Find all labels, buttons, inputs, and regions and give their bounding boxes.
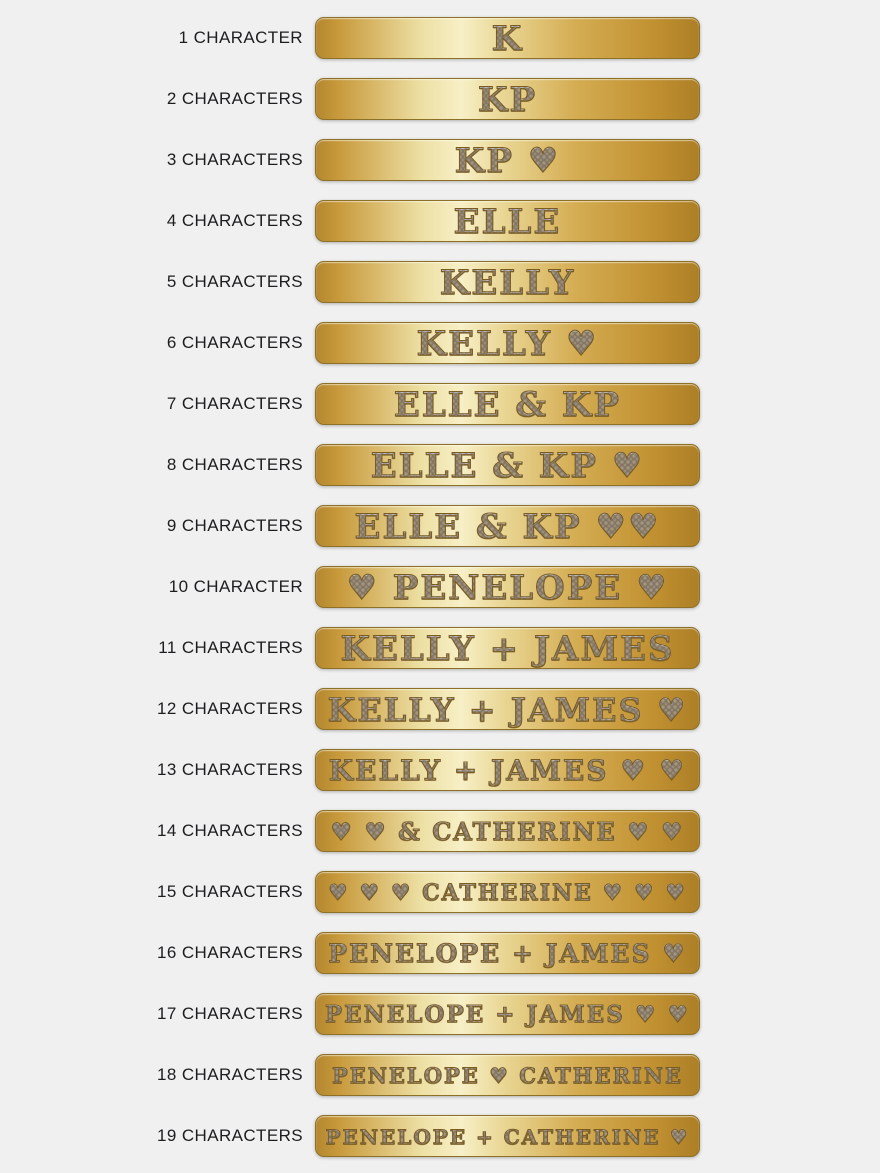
character-count-label: 1 CHARACTER: [178, 27, 303, 47]
engraving-preview-text: PENELOPE + JAMES ♥ ♥: [321, 1001, 694, 1026]
gold-bar: [315, 871, 700, 913]
character-count-row: [0, 556, 880, 617]
gold-bar: [315, 322, 700, 364]
gold-bar: [315, 1115, 700, 1157]
gold-bar: [315, 17, 700, 59]
character-count-row: [0, 190, 880, 251]
engraving-preview-text: KELLY + JAMES: [336, 630, 678, 666]
character-count-row: [0, 617, 880, 678]
gold-bar: [315, 139, 700, 181]
character-count-row: [0, 800, 880, 861]
character-count-label: 15 CHARACTERS: [157, 881, 303, 901]
engraving-preview-text: ELLE & KP: [390, 386, 625, 422]
character-count-row: [0, 251, 880, 312]
engraving-preview-text: KELLY ♥: [413, 325, 603, 361]
character-count-label: 2 CHARACTERS: [166, 88, 303, 108]
engraving-preview-text: KP: [474, 81, 541, 117]
engraving-preview-text: KP ♥: [451, 142, 564, 178]
gold-bar: [315, 200, 700, 242]
character-count-row: [0, 495, 880, 556]
character-count-row: [0, 68, 880, 129]
engraving-preview-text: ♥ ♥ & CATHERINE ♥ ♥: [326, 818, 688, 844]
character-count-label: 14 CHARACTERS: [157, 820, 303, 840]
gold-bar: [315, 505, 700, 547]
engraving-preview-text: ♥ PENELOPE ♥: [342, 569, 672, 605]
character-count-row: [0, 922, 880, 983]
engraving-preview-text: PENELOPE + JAMES ♥: [324, 939, 690, 966]
engraving-preview-text: KELLY + JAMES ♥ ♥: [325, 755, 690, 785]
character-count-row: [0, 1044, 880, 1105]
engraving-preview-text: K: [488, 20, 528, 56]
engraving-preview-text: KELLY + JAMES ♥: [324, 692, 692, 726]
engraving-preview-text: ELLE & KP ♥♥: [351, 508, 665, 544]
character-count-label: 8 CHARACTERS: [166, 454, 303, 474]
character-count-label: 6 CHARACTERS: [166, 332, 303, 352]
gold-bar: [315, 627, 700, 669]
character-count-label: 5 CHARACTERS: [166, 271, 303, 291]
gold-bar: [315, 688, 700, 730]
character-count-label: 12 CHARACTERS: [157, 698, 303, 718]
gold-bar: [315, 1054, 700, 1096]
character-count-row: [0, 129, 880, 190]
character-count-label: 3 CHARACTERS: [166, 149, 303, 169]
character-count-label: 11 CHARACTERS: [158, 637, 303, 657]
engraving-preview-text: ELLE & KP ♥: [367, 447, 648, 483]
character-count-row: [0, 312, 880, 373]
character-count-row: [0, 678, 880, 739]
character-count-row: [0, 373, 880, 434]
gold-bar: [315, 993, 700, 1035]
gold-bar: [315, 932, 700, 974]
character-count-row: [0, 861, 880, 922]
gold-bar: [315, 383, 700, 425]
gold-bar: [315, 749, 700, 791]
character-count-label: 16 CHARACTERS: [157, 942, 303, 962]
character-count-label: 7 CHARACTERS: [166, 393, 303, 413]
gold-bar: [315, 444, 700, 486]
character-count-row: [0, 1105, 880, 1166]
gold-bar: [315, 566, 700, 608]
engraving-preview-text: ♥ ♥ ♥ CATHERINE ♥ ♥ ♥: [324, 880, 691, 904]
character-count-row: [0, 739, 880, 800]
engraving-preview-text: ELLE: [450, 203, 566, 239]
character-count-row: [0, 434, 880, 495]
engraving-preview-text: PENELOPE + CATHERINE ♥: [321, 1125, 693, 1147]
character-count-label: 9 CHARACTERS: [166, 515, 303, 535]
gold-bar: [315, 78, 700, 120]
gold-bar: [315, 261, 700, 303]
character-count-label: 18 CHARACTERS: [157, 1064, 303, 1084]
character-count-label: 17 CHARACTERS: [157, 1003, 303, 1023]
engraving-preview-text: KELLY: [436, 264, 579, 300]
character-count-row: [0, 983, 880, 1044]
engraving-preview-text: PENELOPE ♥ CATHERINE: [328, 1063, 687, 1086]
character-count-row: [0, 7, 880, 68]
character-count-label: 19 CHARACTERS: [157, 1125, 303, 1145]
character-count-label: 13 CHARACTERS: [157, 759, 303, 779]
character-count-label: 4 CHARACTERS: [166, 210, 303, 230]
character-count-label: 10 CHARACTER: [168, 576, 303, 596]
gold-bar: [315, 810, 700, 852]
